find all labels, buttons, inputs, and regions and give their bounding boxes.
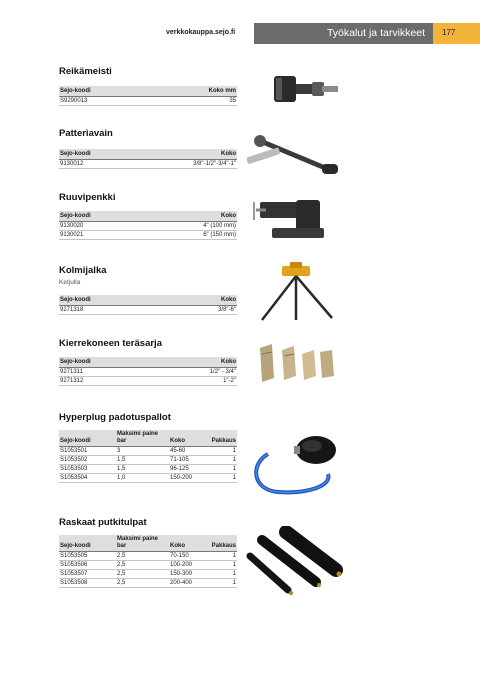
page-number-tab	[433, 23, 480, 44]
spec-table	[59, 86, 237, 106]
table-row	[59, 306, 237, 315]
column-header: Koko	[153, 357, 237, 368]
size-cell: 6" (150 mm)	[144, 231, 237, 240]
column-header: Maksimi paine bar	[116, 430, 169, 447]
table-row	[59, 368, 237, 377]
pack-cell: 1	[208, 561, 237, 570]
column-header: Sejo-koodi	[59, 211, 144, 222]
inflatable-plug-image	[248, 424, 340, 502]
knockout-punch-image	[262, 62, 342, 112]
size-cell: 45-60	[169, 447, 208, 456]
spec-table	[59, 430, 237, 483]
spec-table	[59, 535, 237, 588]
pressure-cell: 2,5	[116, 579, 169, 588]
section-title: Työkalut ja tarvikkeet	[326, 27, 425, 39]
page-number: 177	[442, 28, 456, 37]
size-cell: 200-400	[169, 579, 208, 588]
size-cell: 1"-2"	[153, 377, 237, 386]
pressure-cell: 2,5	[116, 561, 169, 570]
code-cell: S1053505	[59, 552, 116, 561]
column-header: Sejo-koodi	[59, 86, 151, 97]
page-header	[0, 23, 480, 44]
size-cell: 35	[151, 97, 237, 106]
size-cell: 100-200	[169, 561, 208, 570]
table-row	[59, 570, 237, 579]
spec-table	[59, 149, 237, 169]
table-header-row	[59, 149, 237, 160]
column-header: Sejo-koodi	[59, 357, 153, 368]
size-cell: 1/2" - 3/4"	[153, 368, 237, 377]
pack-cell: 1	[208, 447, 237, 456]
code-cell: 9130012	[59, 160, 133, 169]
table-header-row	[59, 86, 237, 97]
product-title: Hyperplug padotuspallot	[59, 412, 171, 423]
table-row	[59, 447, 237, 456]
column-header: Sejo-koodi	[59, 149, 133, 160]
table-header-row	[59, 430, 237, 447]
product-subtitle: Ketjulla	[59, 279, 81, 286]
column-header: Maksimi paine bar	[116, 535, 169, 552]
pack-cell: 1	[208, 474, 237, 483]
tripod-stand-image	[252, 258, 342, 324]
code-cell: S9290013	[59, 97, 151, 106]
table-row	[59, 456, 237, 465]
spec-table	[59, 211, 237, 240]
pressure-cell: 2,5	[116, 570, 169, 579]
code-cell: 9130020	[59, 222, 144, 231]
code-cell: S1053506	[59, 561, 116, 570]
product-title: Raskaat putkitulpat	[59, 517, 147, 528]
pressure-cell: 1,5	[116, 465, 169, 474]
pressure-cell: 1,5	[116, 456, 169, 465]
table-header-row	[59, 357, 237, 368]
product-title: Ruuvipenkki	[59, 192, 116, 203]
table-row	[59, 552, 237, 561]
column-header: Koko	[144, 211, 237, 222]
pack-cell: 1	[208, 552, 237, 561]
code-cell: S1053502	[59, 456, 116, 465]
product-title: Reikämeisti	[59, 66, 112, 77]
code-cell: S1053507	[59, 570, 116, 579]
size-cell: 150-200	[169, 474, 208, 483]
column-header: Sejo-koodi	[59, 535, 116, 552]
product-title: Kierrekoneen teräsarja	[59, 338, 162, 349]
code-cell: S1053503	[59, 465, 116, 474]
product-title: Patteriavain	[59, 128, 113, 139]
table-header-row	[59, 211, 237, 222]
radiator-key-image	[244, 130, 344, 180]
size-cell: 3/8"-6"	[168, 306, 237, 315]
code-cell: S1053508	[59, 579, 116, 588]
table-row	[59, 474, 237, 483]
table-header-row	[59, 295, 237, 306]
pack-cell: 1	[208, 456, 237, 465]
size-cell: 4" (100 mm)	[144, 222, 237, 231]
column-header: Koko	[169, 535, 208, 552]
product-title: Kolmijalka	[59, 265, 107, 276]
column-header: Koko	[133, 149, 237, 160]
table-row	[59, 222, 237, 231]
table-row	[59, 561, 237, 570]
code-cell: 9271318	[59, 306, 168, 315]
site-url[interactable]: verkkokauppa.sejo.fi	[166, 29, 236, 36]
pressure-cell: 2,5	[116, 552, 169, 561]
pressure-cell: 1,0	[116, 474, 169, 483]
pressure-cell: 3	[116, 447, 169, 456]
column-header: Koko mm	[151, 86, 237, 97]
table-row	[59, 579, 237, 588]
table-row	[59, 231, 237, 240]
table-row	[59, 465, 237, 474]
spec-table	[59, 357, 237, 386]
pack-cell: 1	[208, 579, 237, 588]
pack-cell: 1	[208, 570, 237, 579]
table-row	[59, 377, 237, 386]
section-title-bar	[254, 23, 433, 44]
code-cell: 9130021	[59, 231, 144, 240]
code-cell: 9271311	[59, 368, 153, 377]
column-header: Pakkaus	[208, 535, 237, 552]
pack-cell: 1	[208, 465, 237, 474]
size-cell: 3/8"-1/2"-3/4"-1"	[133, 160, 237, 169]
bench-vise-image	[252, 192, 342, 248]
code-cell: S1053504	[59, 474, 116, 483]
table-row	[59, 97, 237, 106]
column-header: Koko	[168, 295, 237, 306]
table-header-row	[59, 535, 237, 552]
pipe-plugs-image	[244, 526, 344, 598]
table-row	[59, 160, 237, 169]
size-cell: 150-300	[169, 570, 208, 579]
size-cell: 96-125	[169, 465, 208, 474]
code-cell: 9271312	[59, 377, 153, 386]
size-cell: 70-150	[169, 552, 208, 561]
column-header: Sejo-koodi	[59, 295, 168, 306]
column-header: Koko	[169, 430, 208, 447]
column-header: Sejo-koodi	[59, 430, 116, 447]
size-cell: 71-105	[169, 456, 208, 465]
column-header: Pakkaus	[208, 430, 237, 447]
die-set-image	[254, 340, 340, 386]
spec-table	[59, 295, 237, 315]
code-cell: S1053501	[59, 447, 116, 456]
